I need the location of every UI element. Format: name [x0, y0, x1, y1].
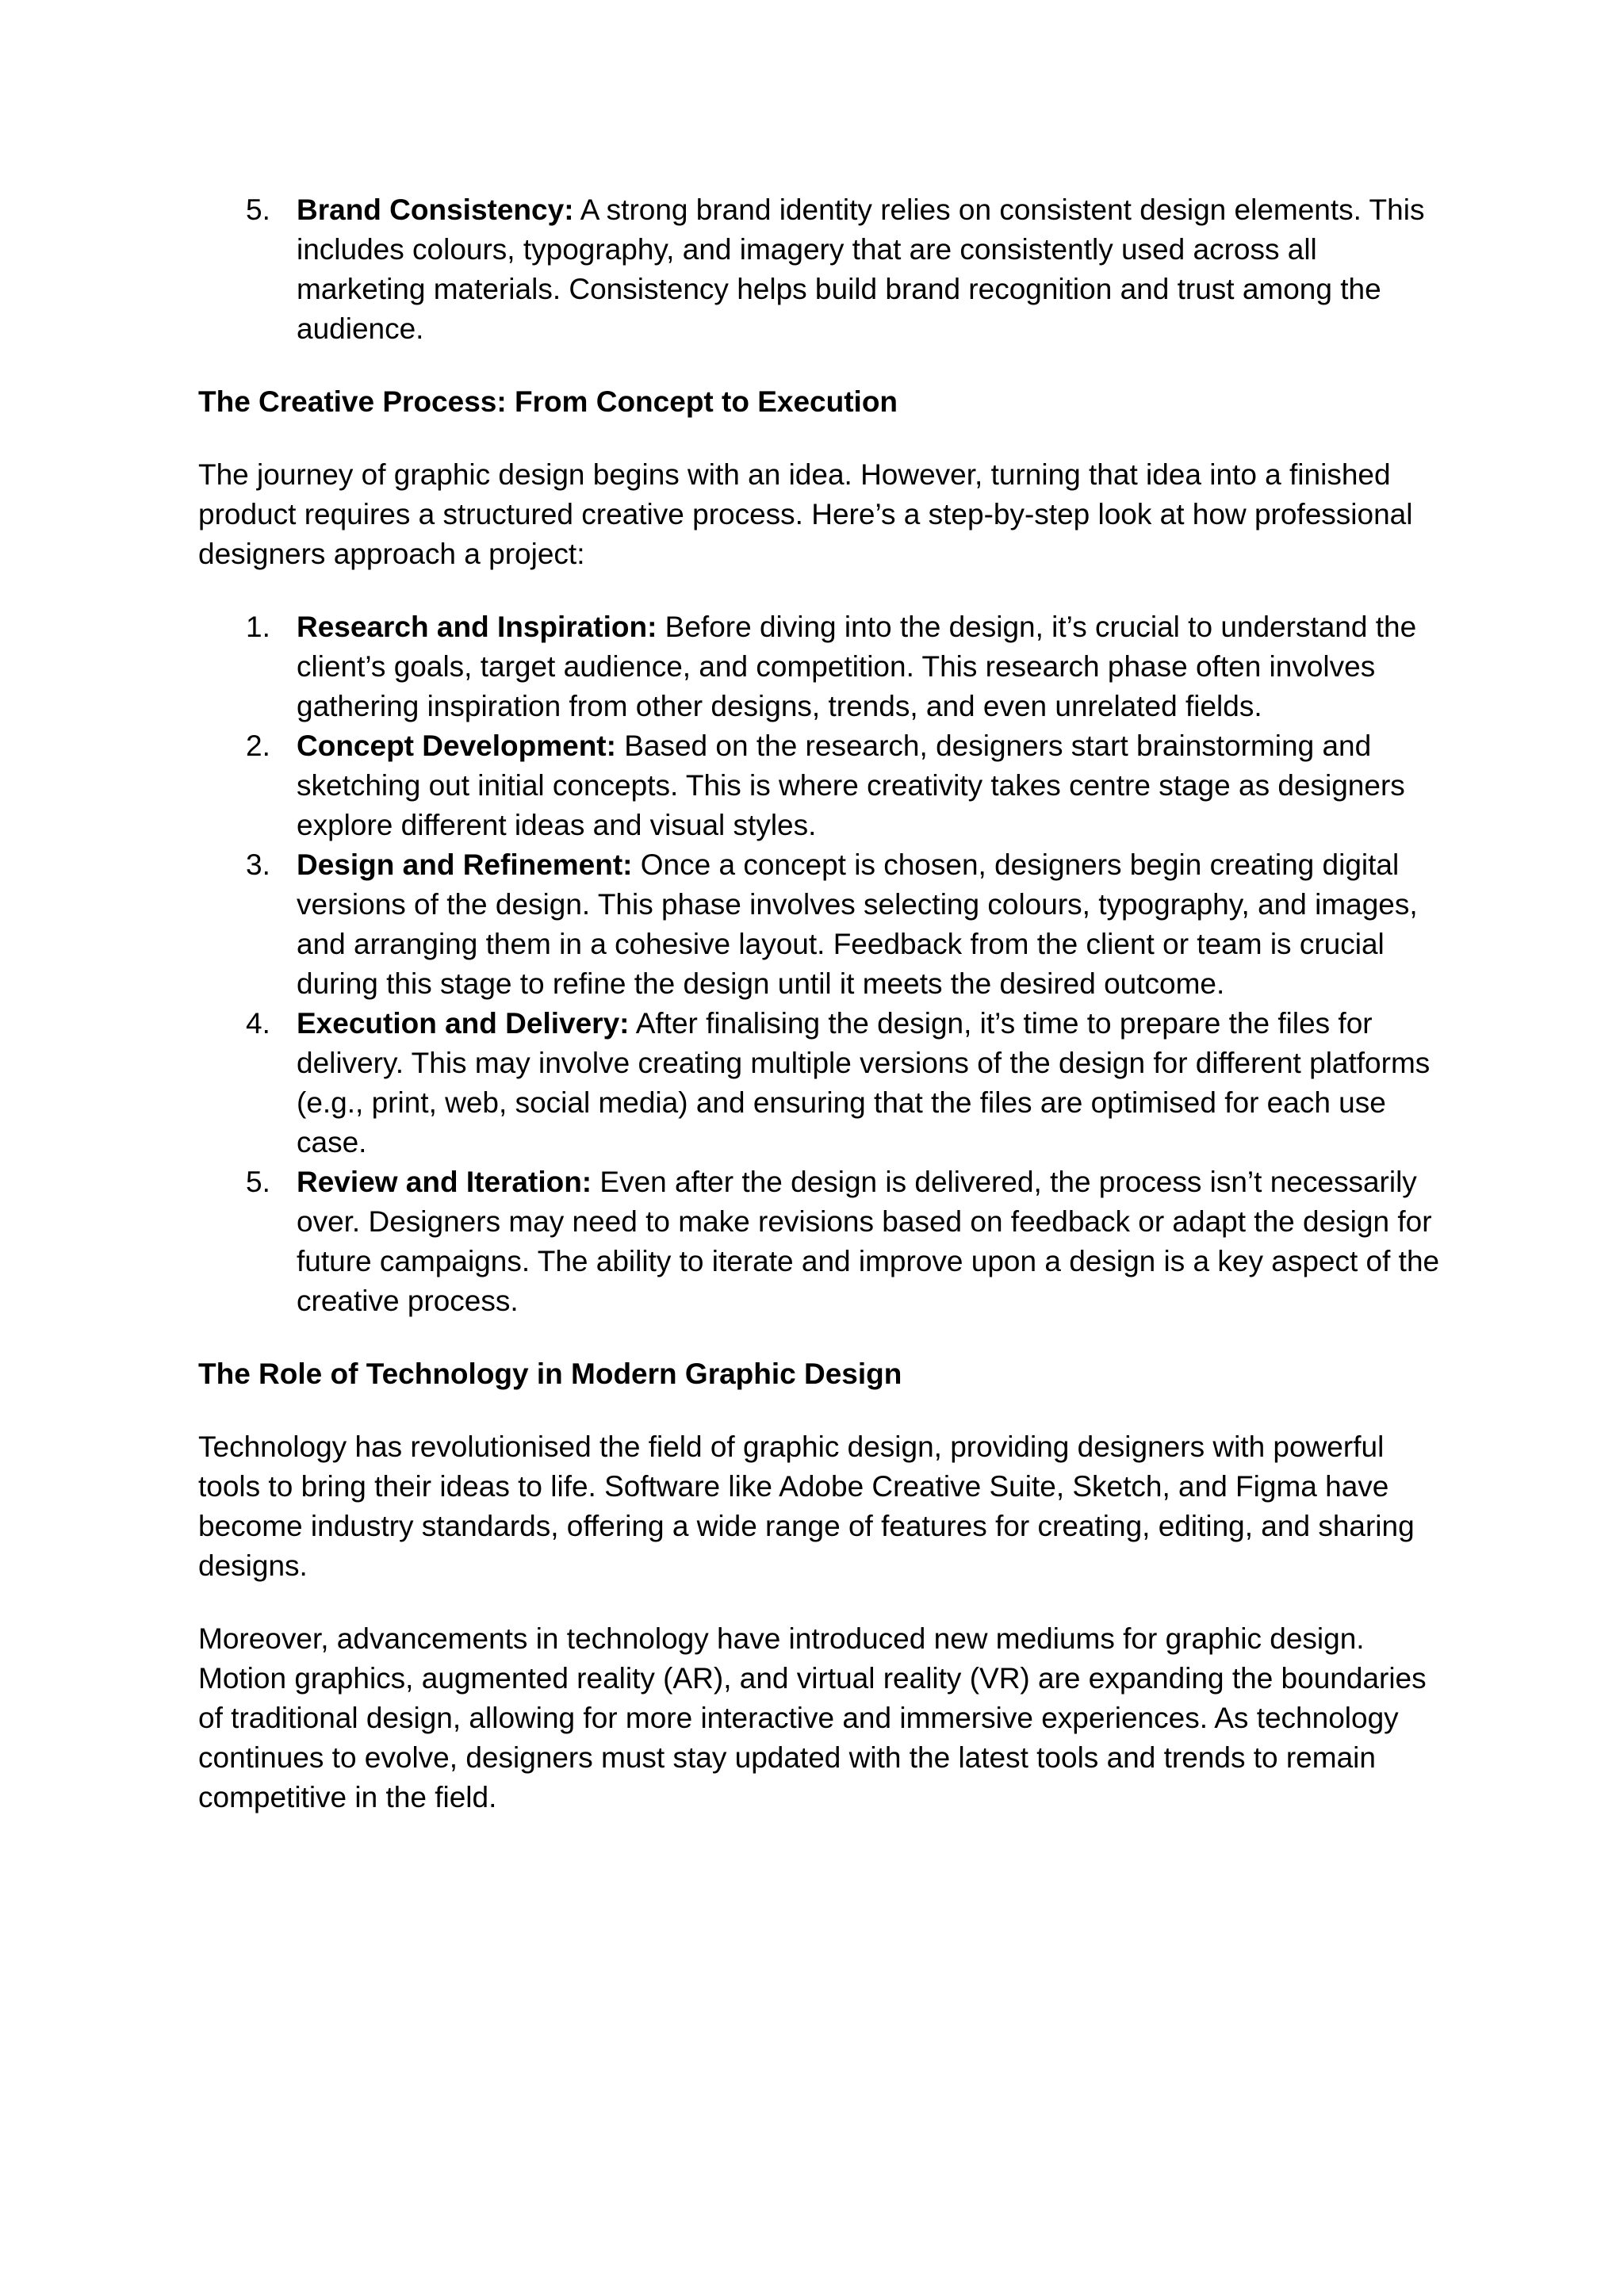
list-item-text: Even after the design is delivered, the process isn’t necessarily over. Designers may need to make revisions based on feedback or adapt the design for future campaigns. The ability to iterate and improve upon a design is a key aspect of the creative process. [297, 1166, 1440, 1317]
list-item-number: 3. [246, 848, 270, 881]
list-item-text: Based on the research, designers start brainstorming and sketching out initial concepts. This is where creativity takes centre stage as designers explore different ideas and visual styles. [297, 730, 1405, 841]
list-item-title: Brand Consistency: [297, 193, 574, 226]
list-item-number: 5. [246, 1166, 270, 1198]
list-item [198, 607, 1451, 726]
list-item [198, 726, 1451, 845]
list-item-text: A strong brand identity relies on consistent design elements. This includes colours, typography, and imagery that are consistently used across all marketing materials. Consistency helps build brand recognition and trust among the audience. [297, 193, 1425, 345]
brand-list [198, 190, 1451, 349]
list-item-title: Review and Iteration: [297, 1166, 592, 1198]
section-heading-creative-process: The Creative Process: From Concept to Execution [198, 385, 898, 418]
list-item-text: Once a concept is chosen, designers begin creating digital versions of the design. This phase involves selecting colours, typography, and images, and arranging them in a cohesive layout. Feedback from the client or team is crucial during this stage to refine the design until it meets the desired outcome. [297, 848, 1418, 1000]
list-item-title: Execution and Delivery: [297, 1007, 630, 1040]
list-item [198, 1004, 1451, 1162]
list-item-number: 1. [246, 611, 270, 643]
list-item [198, 845, 1451, 1004]
list-item-number: 5. [246, 193, 270, 226]
list-item-title: Concept Development: [297, 730, 616, 762]
list-item-text: After finalising the design, it’s time to prepare the files for delivery. This may involve creating multiple versions of the design for different platforms (e.g., print, web, social media) and ensuring that the files are optimised for each use case. [297, 1007, 1431, 1158]
list-item-number: 4. [246, 1007, 270, 1040]
list-item-title: Research and Inspiration: [297, 611, 657, 643]
technology-paragraph-2: Moreover, advancements in technology have introduced new mediums for graphic design. Motion graphics, augmented reality (AR), and virtual reality (VR) are expanding the boundaries of traditional design, allowing for more interactive and immersive experiences. As technology continues to evolve, designers must stay updated with the latest tools and trends to remain competitive in the field. [198, 1622, 1427, 1813]
list-item-title: Design and Refinement: [297, 848, 633, 881]
document-page [198, 190, 1451, 1817]
section-intro-paragraph: The journey of graphic design begins with an idea. However, turning that idea into a finished product requires a structured creative process. Here’s a step-by-step look at how professional designers approach a project: [198, 458, 1413, 570]
list-item-text: Before diving into the design, it’s crucial to understand the client’s goals, target audience, and competition. This research phase often involves gathering inspiration from other designs, trends, and even unrelated fields. [297, 611, 1417, 722]
list-item-number: 2. [246, 730, 270, 762]
list-item [198, 1162, 1451, 1321]
section-heading-technology: The Role of Technology in Modern Graphic Design [198, 1358, 902, 1390]
technology-paragraph-1: Technology has revolutionised the field of graphic design, providing designers with powerful tools to bring their ideas to life. Software like Adobe Creative Suite, Sketch, and Figma have become industry standards, offering a wide range of features for creating, editing, and sharing designs. [198, 1430, 1415, 1582]
list-item [198, 190, 1451, 349]
creative-process-list [198, 607, 1451, 1321]
